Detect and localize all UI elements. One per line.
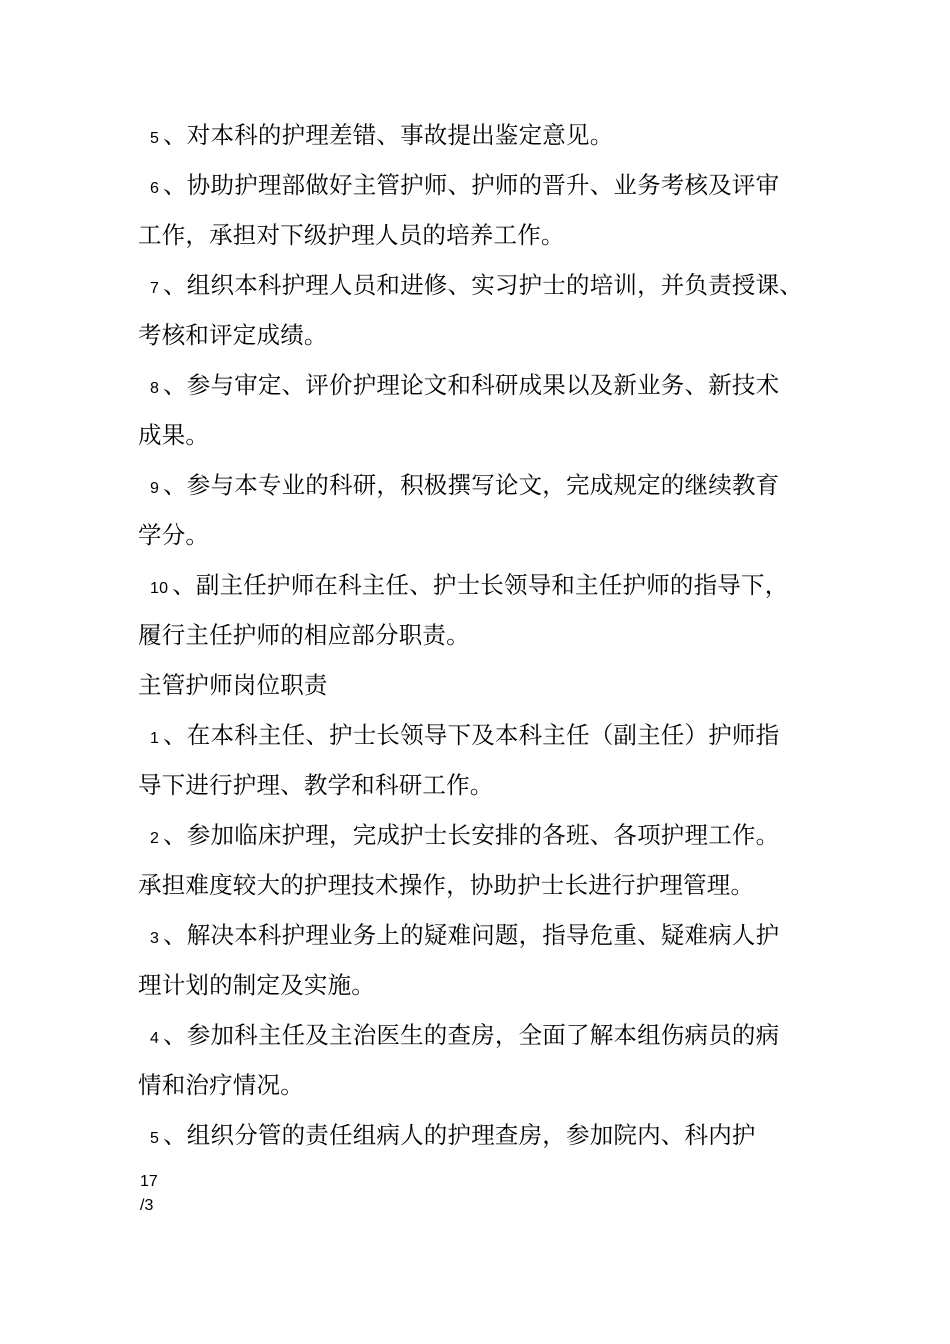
line-text: 、解决本科护理业务上的疑难问题，指导危重、疑难病人护 bbox=[163, 921, 780, 949]
line-text: 履行主任护师的相应部分职责。 bbox=[138, 621, 470, 649]
line-text: 、在本科主任、护士长领导下及本科主任（副主任）护师指 bbox=[163, 721, 780, 749]
line-text: 、参与本专业的科研，积极撰写论文，完成规定的继续教育 bbox=[163, 471, 780, 499]
text-line bbox=[150, 570, 950, 604]
text-line bbox=[138, 320, 950, 350]
text-line bbox=[150, 270, 950, 304]
item-number: 1 bbox=[150, 730, 160, 747]
line-text: 导下进行护理、教学和科研工作。 bbox=[138, 771, 494, 799]
text-line bbox=[138, 770, 950, 800]
text-line bbox=[150, 1020, 950, 1054]
text-line bbox=[138, 970, 950, 1000]
line-text: 、参与审定、评价护理论文和科研成果以及新业务、新技术 bbox=[163, 371, 780, 399]
text-line bbox=[138, 420, 950, 450]
text-line bbox=[138, 620, 950, 650]
line-text: 成果。 bbox=[138, 421, 210, 449]
text-line bbox=[150, 1120, 950, 1154]
item-number: 2 bbox=[150, 830, 160, 847]
item-number: 8 bbox=[150, 380, 160, 397]
heading-text: 主管护师岗位职责 bbox=[138, 671, 328, 699]
item-number: 3 bbox=[150, 930, 160, 947]
text-line bbox=[138, 520, 950, 550]
text-line bbox=[138, 870, 950, 900]
text-line bbox=[150, 470, 950, 504]
text-line bbox=[138, 1070, 950, 1100]
line-text: 理计划的制定及实施。 bbox=[138, 971, 375, 999]
line-text: 考核和评定成绩。 bbox=[138, 321, 328, 349]
page-total: /3 bbox=[140, 1197, 154, 1214]
line-text: 学分。 bbox=[138, 521, 210, 549]
line-text: 、参加科主任及主治医生的查房，全面了解本组伤病员的病 bbox=[163, 1021, 780, 1049]
item-number: 4 bbox=[150, 1030, 160, 1047]
line-text: 工作，承担对下级护理人员的培养工作。 bbox=[138, 221, 565, 249]
text-line bbox=[150, 920, 950, 954]
item-number: 7 bbox=[150, 280, 160, 297]
page-number: 17 bbox=[140, 1173, 158, 1190]
line-text: 、参加临床护理，完成护士长安排的各班、各项护理工作。 bbox=[163, 821, 780, 849]
line-text: 、副主任护师在科主任、护士长领导和主任护师的指导下， bbox=[172, 571, 789, 599]
item-number: 10 bbox=[150, 580, 169, 597]
line-text: 、组织分管的责任组病人的护理查房，参加院内、科内护 bbox=[163, 1121, 756, 1149]
item-number: 6 bbox=[150, 180, 160, 197]
text-line bbox=[150, 820, 950, 854]
section-heading bbox=[138, 670, 950, 700]
item-number: 5 bbox=[150, 1130, 160, 1147]
item-number: 9 bbox=[150, 480, 160, 497]
item-number: 5 bbox=[150, 130, 160, 147]
text-line bbox=[150, 120, 950, 154]
line-text: 、组织本科护理人员和进修、实习护士的培训，并负责授课、 bbox=[163, 271, 804, 299]
line-text: 、协助护理部做好主管护师、护师的晋升、业务考核及评审 bbox=[163, 171, 780, 199]
line-text: 承担难度较大的护理技术操作，协助护士长进行护理管理。 bbox=[138, 871, 755, 899]
line-text: 、对本科的护理差错、事故提出鉴定意见。 bbox=[163, 121, 614, 149]
text-line bbox=[138, 220, 950, 250]
line-text: 情和治疗情况。 bbox=[138, 1071, 304, 1099]
text-line bbox=[150, 720, 950, 754]
text-line bbox=[150, 170, 950, 204]
text-line bbox=[150, 370, 950, 404]
